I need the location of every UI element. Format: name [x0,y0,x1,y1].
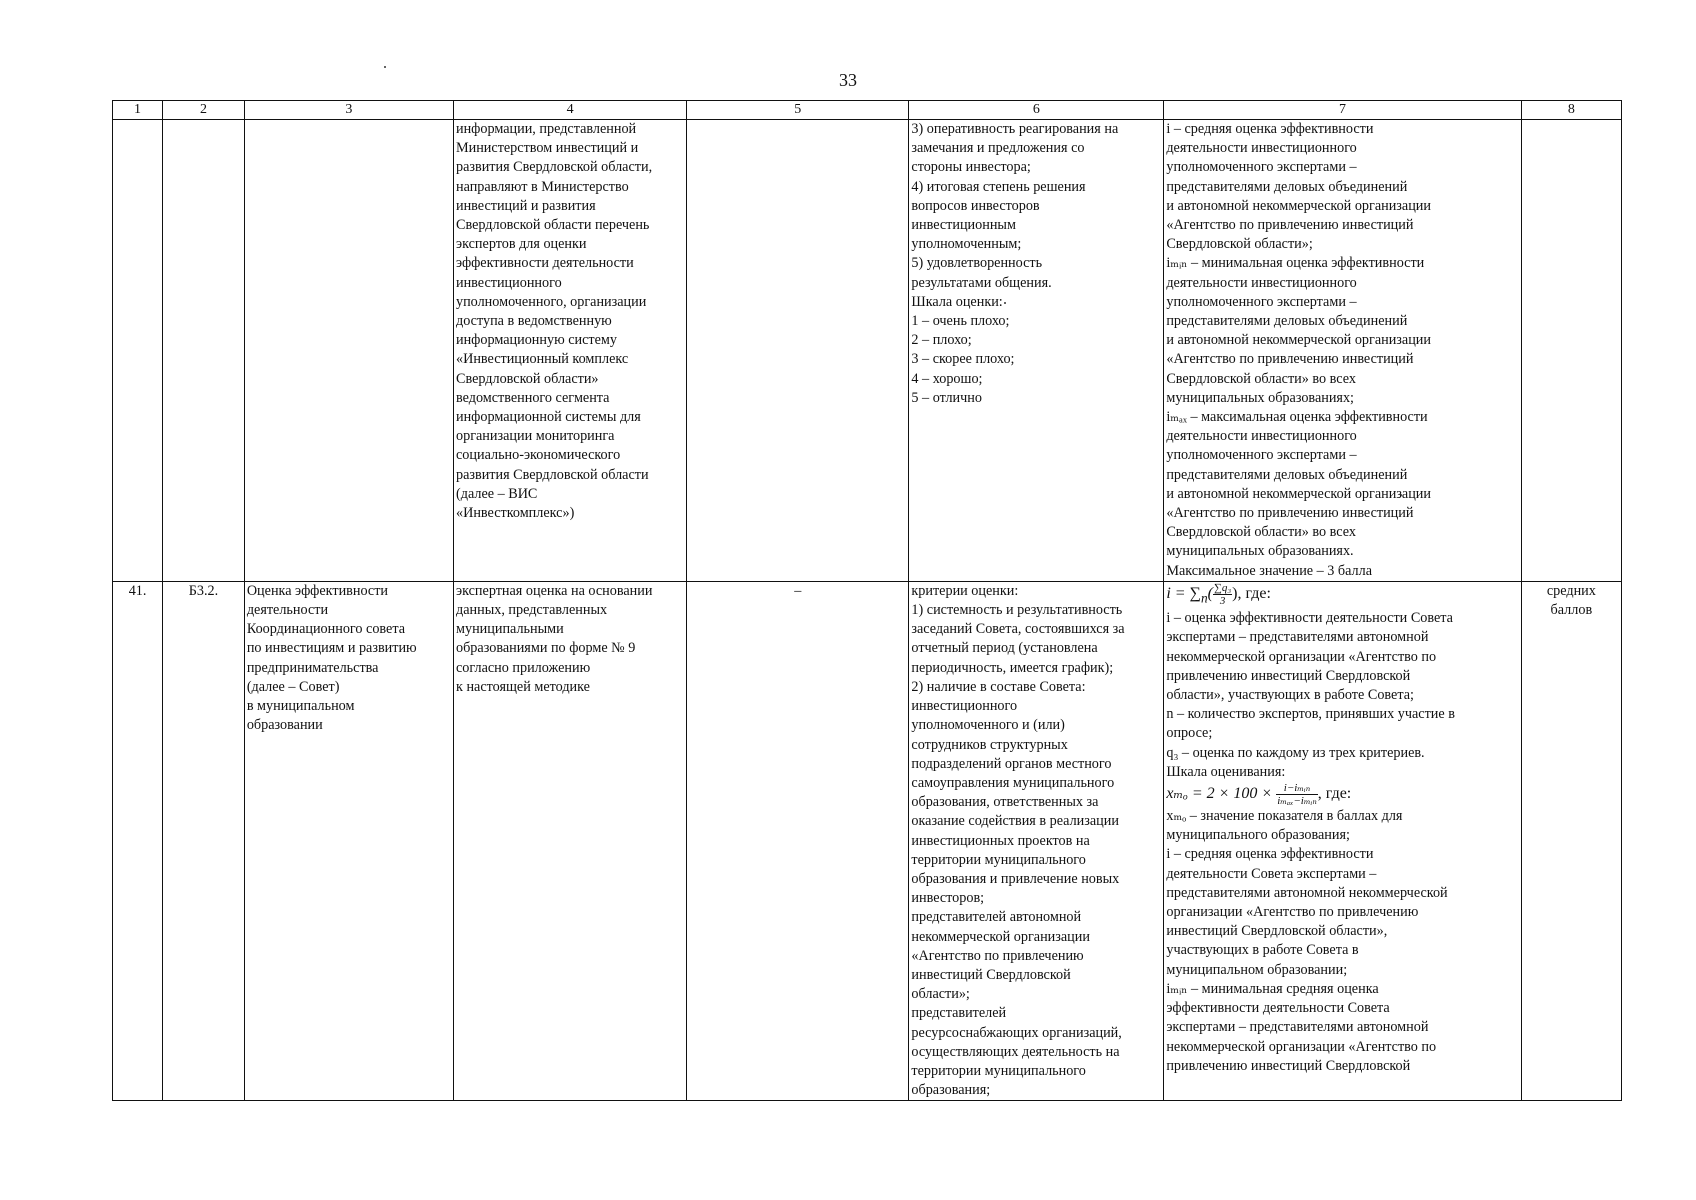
text-line: «Агентство по привлечению инвестиций [1166,505,1414,522]
text-line: сотрудников структурных [911,736,1068,753]
text-line: эффективности деятельности [456,255,634,272]
formula-i-numerator: ∑q₃ [1214,581,1232,594]
text-line: и автономной некоммерческой организации [1166,332,1431,349]
formula-x-tail: , где: [1317,785,1352,803]
text-line: образования, ответственных за [911,794,1099,811]
text-line: инвестиционного [456,274,562,291]
formula-x [1166,782,1518,807]
text-line: (далее – ВИС [456,485,538,502]
text-line: привлечению инвестиций Свердловской [1166,1057,1411,1074]
text-line: Свердловской области» во всех [1166,524,1356,541]
text-line: представителями деловых объединений [1166,313,1408,330]
text-line: результатами общения. [911,274,1052,291]
text-line: 5) удовлетворенность [911,255,1043,272]
text-line: осуществляющих деятельность на [911,1043,1120,1060]
text-line: доступа в ведомственную [456,313,612,330]
text-line: уполномоченного экспертами – [1166,293,1357,310]
text-line: 1) системность и результативность [911,602,1123,619]
formula-explanation-2 [1166,807,1518,1076]
text-line: уполномоченного экспертами – [1166,159,1357,176]
text-line: направляют в Министерство [456,178,629,195]
cell-criteria-continued [909,120,1164,582]
text-line: образованиями по форме № 9 [456,640,636,657]
formula-x-denominator: iₘₐₓ−iₘᵢₙ [1277,795,1317,808]
text-line: муниципальных образованиях; [1166,389,1354,406]
cell-empty [1521,120,1621,582]
cell-empty [244,120,453,582]
text-line: и автономной некоммерческой организации [1166,485,1431,502]
formula-x-numerator: i−iₘᵢₙ [1276,782,1318,795]
formula-x-lhs: xₘₒ = 2 × 100 × [1166,785,1273,803]
text-line: Координационного совета [246,621,406,638]
text-line: Максимальное значение – 3 балла [1166,562,1373,579]
text-line: инвестиционного [911,698,1018,715]
text-line: Шкала оценки: [911,293,1003,310]
scan-speck [384,66,386,68]
header-cell: 5 [687,101,909,120]
unit-of-measure [1521,581,1621,1100]
evaluation-criteria [909,581,1164,1100]
text-line: инвестиций и развития [456,197,596,214]
text-line: информационной системы для [456,409,641,426]
formula-i: $i = \sum_n$( $\frac{\text{∑q₃}}{3}$ ), где: [1166,581,1271,607]
header-cell: 8 [1521,101,1621,120]
text-line: (далее – Совет) [246,678,340,695]
text-line: замечания и предложения со [911,140,1085,157]
data-source [454,581,687,1100]
text-line: iₘᵢₙ – минимальная средняя оценка [1166,980,1379,997]
text-line: информационную систему [456,332,617,349]
table-row-continuation [113,120,1622,582]
text-line: опросе; [1166,725,1213,742]
text-line: данных, представленных [456,602,608,619]
text-line: уполномоченного экспертами – [1166,447,1357,464]
text-line: социально-экономического [456,447,621,464]
text-line: образования; [911,1082,991,1099]
text-line: представителями деловых объединений [1166,466,1408,483]
text-line: «Агентство по привлечению инвестиций [1166,217,1414,234]
header-cell: 2 [163,101,245,120]
text-line: стороны инвестора; [911,159,1031,176]
text-line: Свердловской области»; [1166,236,1313,253]
text-line: инвестиций Свердловской [911,966,1071,983]
text-line: территории муниципального [911,851,1086,868]
text-line: уполномоченного, организации [456,293,647,310]
text-line: Шкала оценивания: [1166,763,1286,780]
col5-dash: – [687,581,909,1100]
formula-i-lhs: i = ∑ [1166,585,1201,603]
text-line: по инвестициям и развитию [246,640,417,657]
text-line: инвестиционных проектов на [911,832,1090,849]
text-line: 4 – хорошо; [911,370,983,387]
cell-empty [113,120,163,582]
text-line: Свердловской области» [456,370,599,387]
header-cell: 3 [244,101,453,120]
header-cell: 6 [909,101,1164,120]
text-line: xₘₒ – значение показателя в баллах для [1166,808,1403,825]
text-line: инвесторов; [911,890,985,907]
text-line: 4) итоговая степень решения [911,178,1086,195]
text-line: i – средняя оценка эффективности [1166,846,1374,863]
text-line: представителями деловых объединений [1166,178,1408,195]
text-line: экспертами – представителями автономной [1166,1019,1429,1036]
text-line: организации «Агентство по привлечению [1166,904,1419,921]
text-line: привлечению инвестиций Свердловской [1166,667,1411,684]
text-line: q₃ – оценка по каждому из трех критериев. [1166,744,1425,761]
page-number: 33 [839,70,857,90]
text-line: 2 – плохо; [911,332,972,349]
text-line: «Инвестиционный комплекс [456,351,629,368]
formula-x-fraction [1276,782,1318,807]
text-line: деятельности инвестиционного [1166,274,1357,291]
text-line: уполномоченным; [911,236,1022,253]
header-row [113,101,1622,120]
header-cell: 7 [1164,101,1521,120]
text-line: i – оценка эффективности деятельности Совета [1166,610,1453,627]
text-line: iₘᵢₙ – минимальная оценка эффективности [1166,255,1425,272]
text-line: iₘₐₓ – максимальная оценка эффективности [1166,409,1428,426]
text-line: Свердловской области» во всех [1166,370,1356,387]
header-cell: 1 [113,101,163,120]
document-table [112,100,1622,1101]
text-line: средних [1546,582,1596,599]
text-line: Оценка эффективности [246,582,388,599]
indicator-name [244,581,453,1100]
text-line: n – количество экспертов, принявших участие в [1166,706,1455,723]
text-line: 5 – отлично [911,389,982,406]
text-line: экспертов для оценки [456,236,587,253]
text-line: развития Свердловской области, [456,159,653,176]
text-line: вопросов инвесторов [911,197,1040,214]
text-line: деятельности инвестиционного [1166,140,1357,157]
text-line: представителей автономной [911,909,1082,926]
cell-source-continued [454,120,687,582]
formula-i-tail: ), где: [1232,585,1271,603]
text-line: периодичность, имеется график); [911,659,1114,676]
cell-empty [163,120,245,582]
text-line: самоуправления муниципального [911,774,1115,791]
text-line: 3 – скорее плохо; [911,351,1015,368]
text-line: 1 – очень плохо; [911,313,1010,330]
text-line: Министерством инвестиций и [456,140,639,157]
text-line: Свердловской области перечень [456,217,650,234]
text-line: подразделений органов местного [911,755,1112,772]
text-line: муниципальном образовании; [1166,961,1348,978]
text-line: муниципального образования; [1166,827,1350,844]
text-line: экспертами – представителями автономной [1166,629,1429,646]
text-line: некоммерческой организации «Агентство по [1166,648,1437,665]
row-number: 41. [113,581,163,1100]
table-row-41 [113,581,1622,1100]
text-line: ведомственного сегмента [456,389,610,406]
cell-empty [687,120,909,582]
text-line: согласно приложению [456,659,591,676]
formula-i-denominator: 3 [1219,594,1226,607]
text-line: деятельности [246,602,329,619]
text-line: развития Свердловской области [456,466,649,483]
text-line: 2) наличие в составе Совета: [911,678,1086,695]
text-line: ресурсоснабжающих организаций, [911,1024,1122,1041]
text-line: «Инвесткомплекс») [456,505,575,522]
text-line: «Агентство по привлечению инвестиций [1166,351,1414,368]
text-line: к настоящей методике [456,678,590,695]
text-line: области»; [911,986,970,1003]
text-line: и автономной некоммерческой организации [1166,197,1431,214]
text-line: образования и привлечение новых [911,870,1120,887]
text-line: баллов [1550,602,1593,619]
text-line: оказание содействия в реализации [911,813,1119,830]
text-line: экспертная оценка на основании [456,582,653,599]
text-line: представителями автономной некоммерческой [1166,884,1448,901]
text-line: инвестиций Свердловской области», [1166,923,1388,940]
text-line: информации, представленной [456,121,637,137]
text-line: уполномоченного и (или) [911,717,1065,734]
indicator-code: Б3.2. [163,581,245,1100]
cell-formula-continued [1164,120,1521,582]
text-line: муниципальных образованиях. [1166,543,1354,560]
header-cell: 4 [454,101,687,120]
text-line: «Агентство по привлечению [911,947,1084,964]
text-line: некоммерческой организации «Агентство по [1166,1038,1437,1055]
text-line: в муниципальном [246,698,355,715]
formula-explanation-1 [1166,609,1518,782]
calculation-formula [1164,581,1521,1100]
formula-i-sub: n [1201,590,1208,606]
text-line: инвестиционным [911,217,1016,234]
text-line: заседаний Совета, состоявшихся за [911,621,1125,638]
text-line: некоммерческой организации [911,928,1090,945]
text-line: участвующих в работе Совета в [1166,942,1359,959]
text-line: муниципальными [456,621,564,638]
formula-i-fraction [1213,582,1232,607]
text-line: организации мониторинга [456,428,615,445]
text-line: 3) оперативность реагирования на [911,121,1119,137]
text-line: области», участвующих в работе Совета; [1166,687,1414,704]
text-line: представителей [911,1005,1007,1022]
text-line: предпринимательства [246,659,379,676]
text-line: деятельности инвестиционного [1166,428,1357,445]
text-line: деятельности Совета экспертами – [1166,865,1377,882]
text-line: образовании [246,717,323,734]
text-line: эффективности деятельности Совета [1166,1000,1390,1017]
text-line: i – средняя оценка эффективности [1166,121,1374,137]
text-line: критерии оценки: [911,582,1019,599]
text-line: отчетный период (установлена [911,640,1098,657]
text-line: территории муниципального [911,1062,1086,1079]
